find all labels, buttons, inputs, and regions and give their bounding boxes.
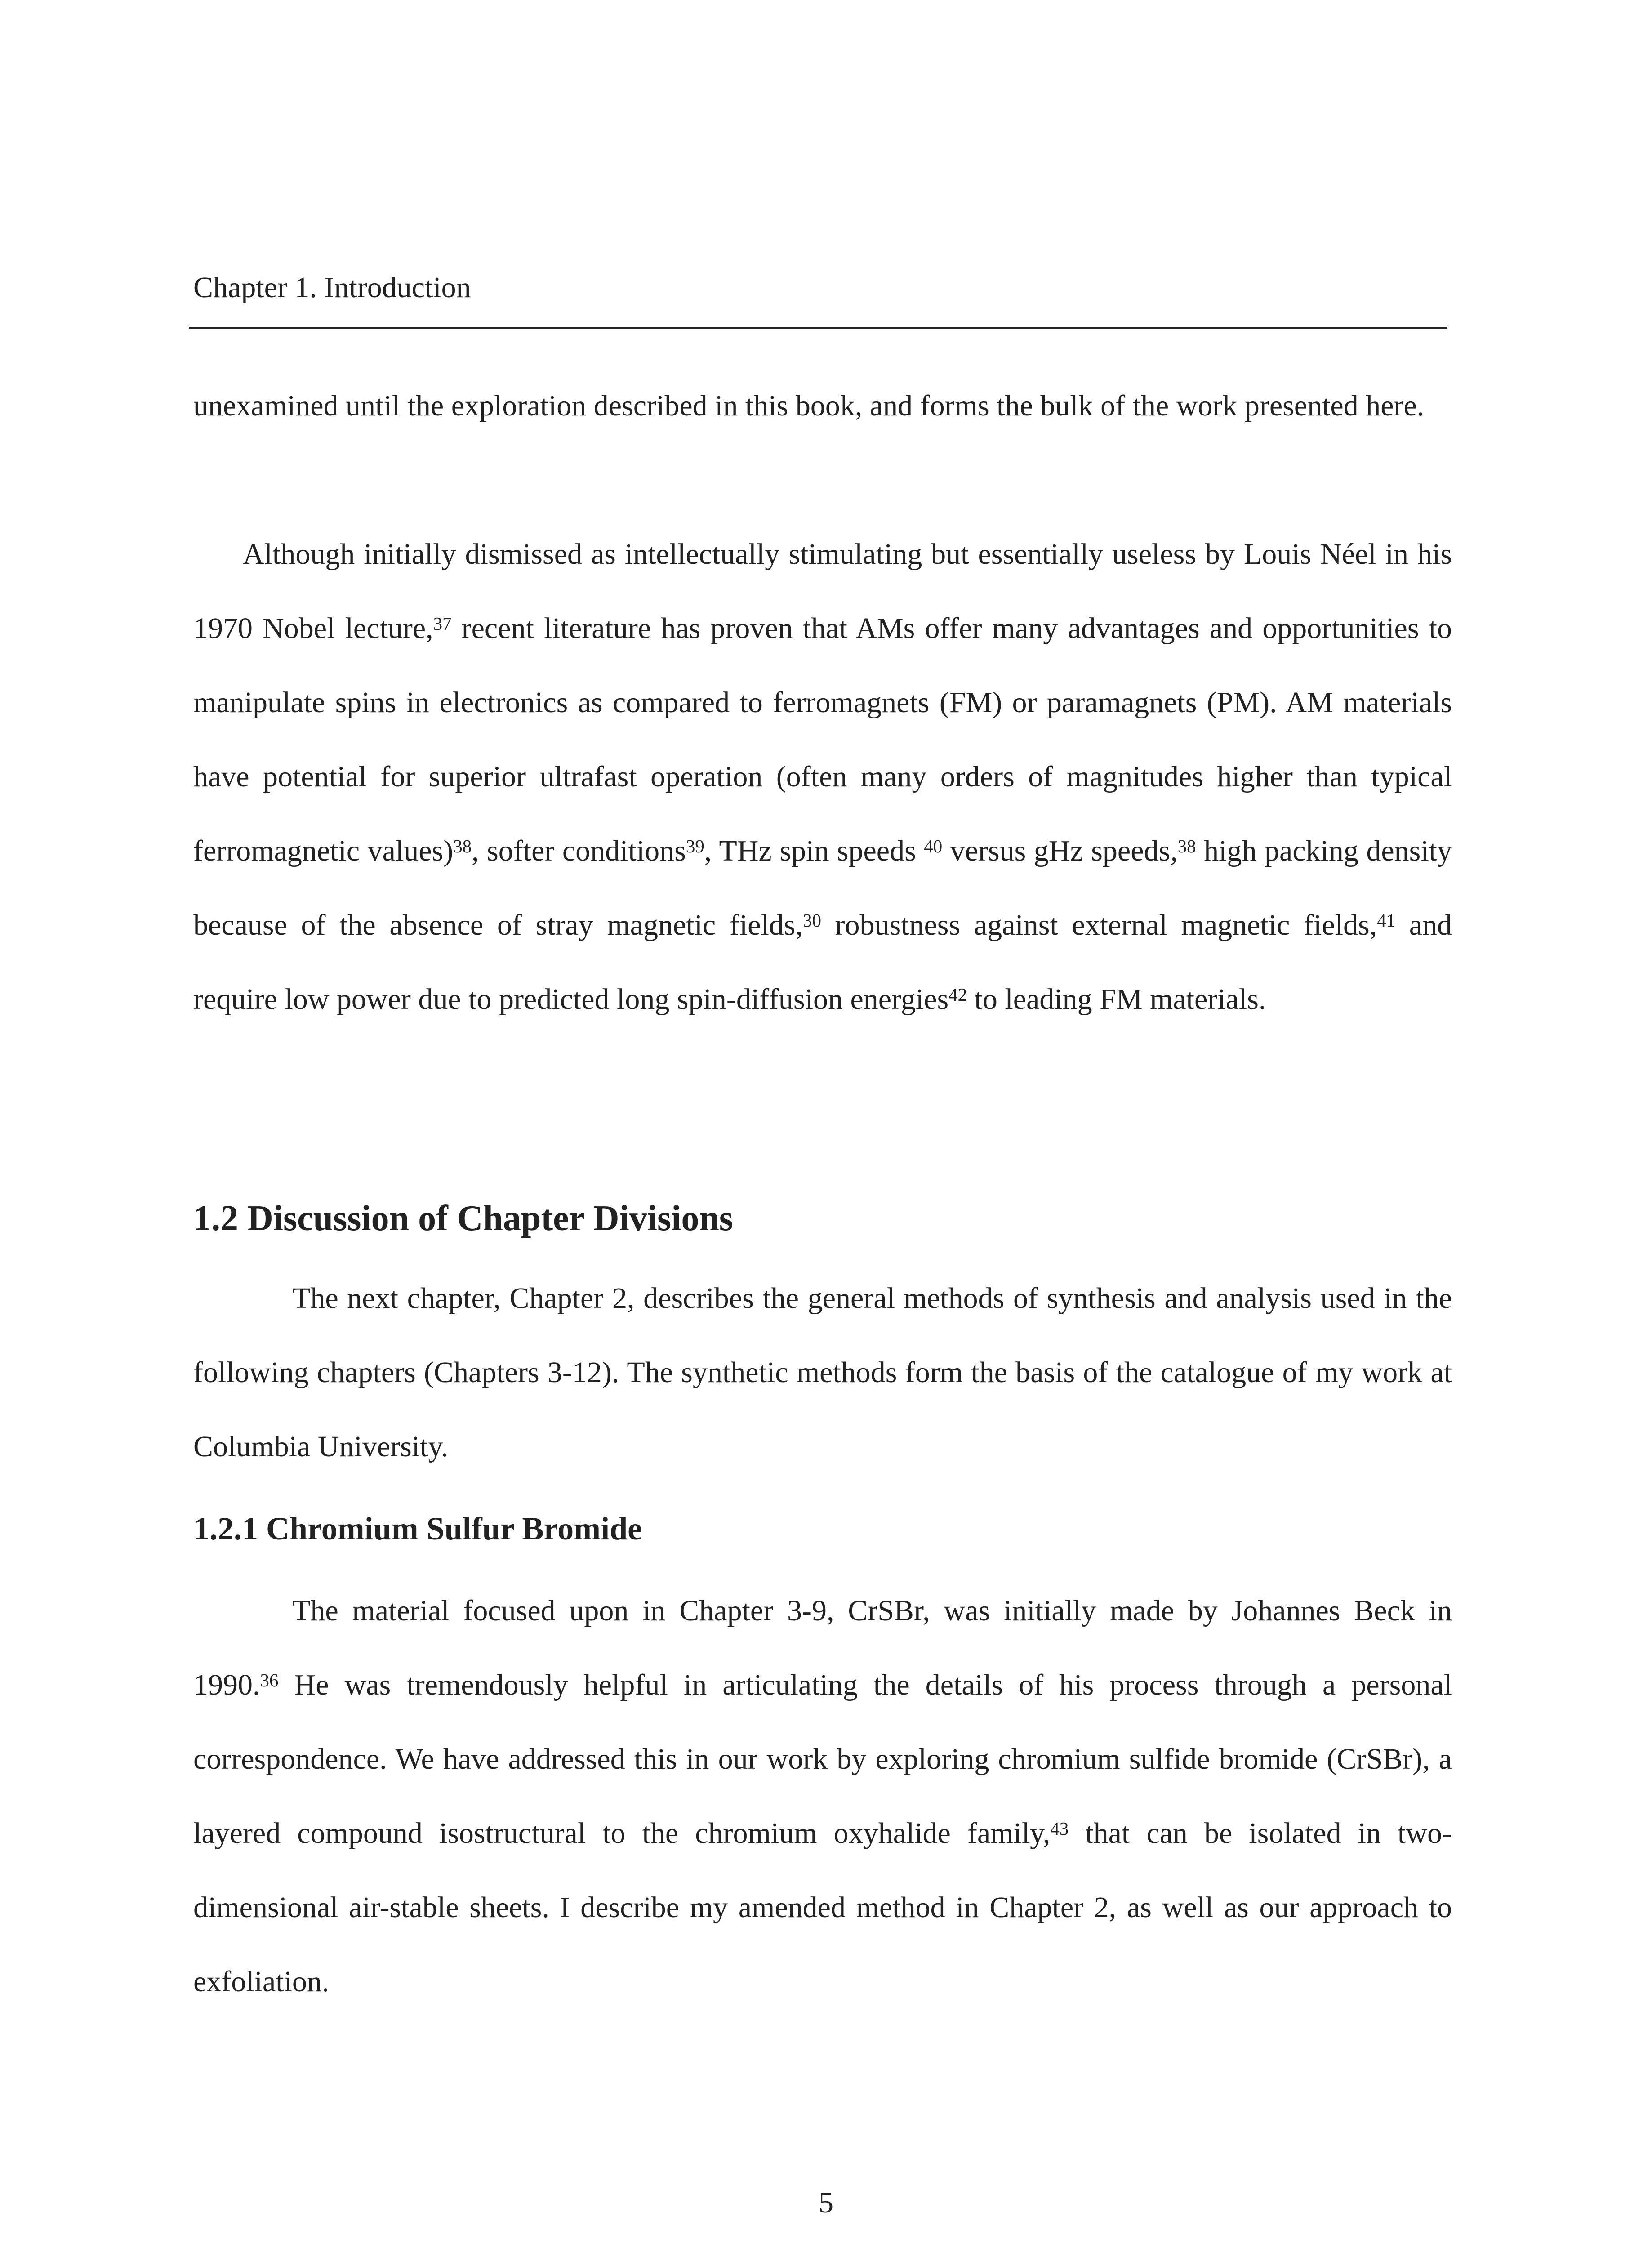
paragraph-chapter-divisions bbox=[193, 1261, 1452, 1484]
paragraph-continued bbox=[193, 369, 1452, 443]
text-run: Although initially dismissed as intellectually stimulating but essentially useless by Louis Néel in his 1970 Nobel lecture, bbox=[193, 538, 1452, 645]
text-run: robustness against external magnetic fields, bbox=[821, 909, 1377, 941]
paragraph-crsbr bbox=[193, 1574, 1452, 2019]
text-run: , THz spin speeds bbox=[704, 834, 924, 867]
paragraph-text: unexamined until the exploration described in this book, and forms the bulk of the work presented here. bbox=[193, 389, 1425, 422]
text-run: high packing density because of the absence of stray magnetic fields, bbox=[193, 834, 1452, 941]
citation-superscript: 40 bbox=[924, 836, 943, 856]
citation-superscript: 36 bbox=[260, 1670, 279, 1690]
paragraph-text: The next chapter, Chapter 2, describes the general methods of synthesis and analysis used in the following chapters (Chapters 3-12). The synthetic methods form the basis of the catalogue of my work at Columbia University. bbox=[193, 1282, 1452, 1463]
text-run: and require low power due to predicted long spin-diffusion energies bbox=[193, 909, 1452, 1016]
citation-superscript: 38 bbox=[1177, 836, 1196, 856]
citation-superscript: 30 bbox=[802, 910, 821, 931]
section-heading: 1.2 Discussion of Chapter Divisions bbox=[193, 1199, 733, 1238]
running-header: Chapter 1. Introduction bbox=[193, 271, 471, 304]
text-run: He was tremendously helpful in articulating the details of his process through a personal correspondence. We have addressed this in our work by exploring chromium sulfide bromide (CrSBr), a layered compound isostructural to the chromium oxyhalide family, bbox=[193, 1668, 1452, 1850]
citation-superscript: 42 bbox=[948, 984, 967, 1005]
header-divider bbox=[189, 327, 1447, 329]
text-run: recent literature has proven that AMs offer many advantages and opportunities to manipulate spins in electronics as compared to ferromagnets (FM) or paramagnets (PM). AM materials have potential for superior ultrafast operation (often many orders of magnitudes higher than typical ferromagnetic values) bbox=[193, 612, 1452, 867]
text-run: , softer conditions bbox=[472, 834, 686, 867]
page-number: 5 bbox=[819, 2186, 833, 2219]
text-run: The material focused upon in Chapter 3-9, CrSBr, was initially made by Johannes Beck in 1990. bbox=[193, 1594, 1452, 1701]
text-run: to leading FM materials. bbox=[967, 983, 1266, 1016]
subsection-heading: 1.2.1 Chromium Sulfur Bromide bbox=[193, 1511, 642, 1547]
citation-superscript: 43 bbox=[1050, 1818, 1069, 1839]
citation-superscript: 38 bbox=[453, 836, 472, 856]
paragraph-antiferromagnets bbox=[193, 517, 1452, 1036]
text-run: that can be isolated in two-dimensional air-stable sheets. I describe my amended method in Chapter 2, as well as our approach to exfoliation. bbox=[193, 1817, 1452, 1998]
citation-superscript: 39 bbox=[686, 836, 704, 856]
text-run: versus gHz speeds, bbox=[942, 834, 1178, 867]
citation-superscript: 41 bbox=[1377, 910, 1396, 931]
citation-superscript: 37 bbox=[433, 613, 452, 634]
